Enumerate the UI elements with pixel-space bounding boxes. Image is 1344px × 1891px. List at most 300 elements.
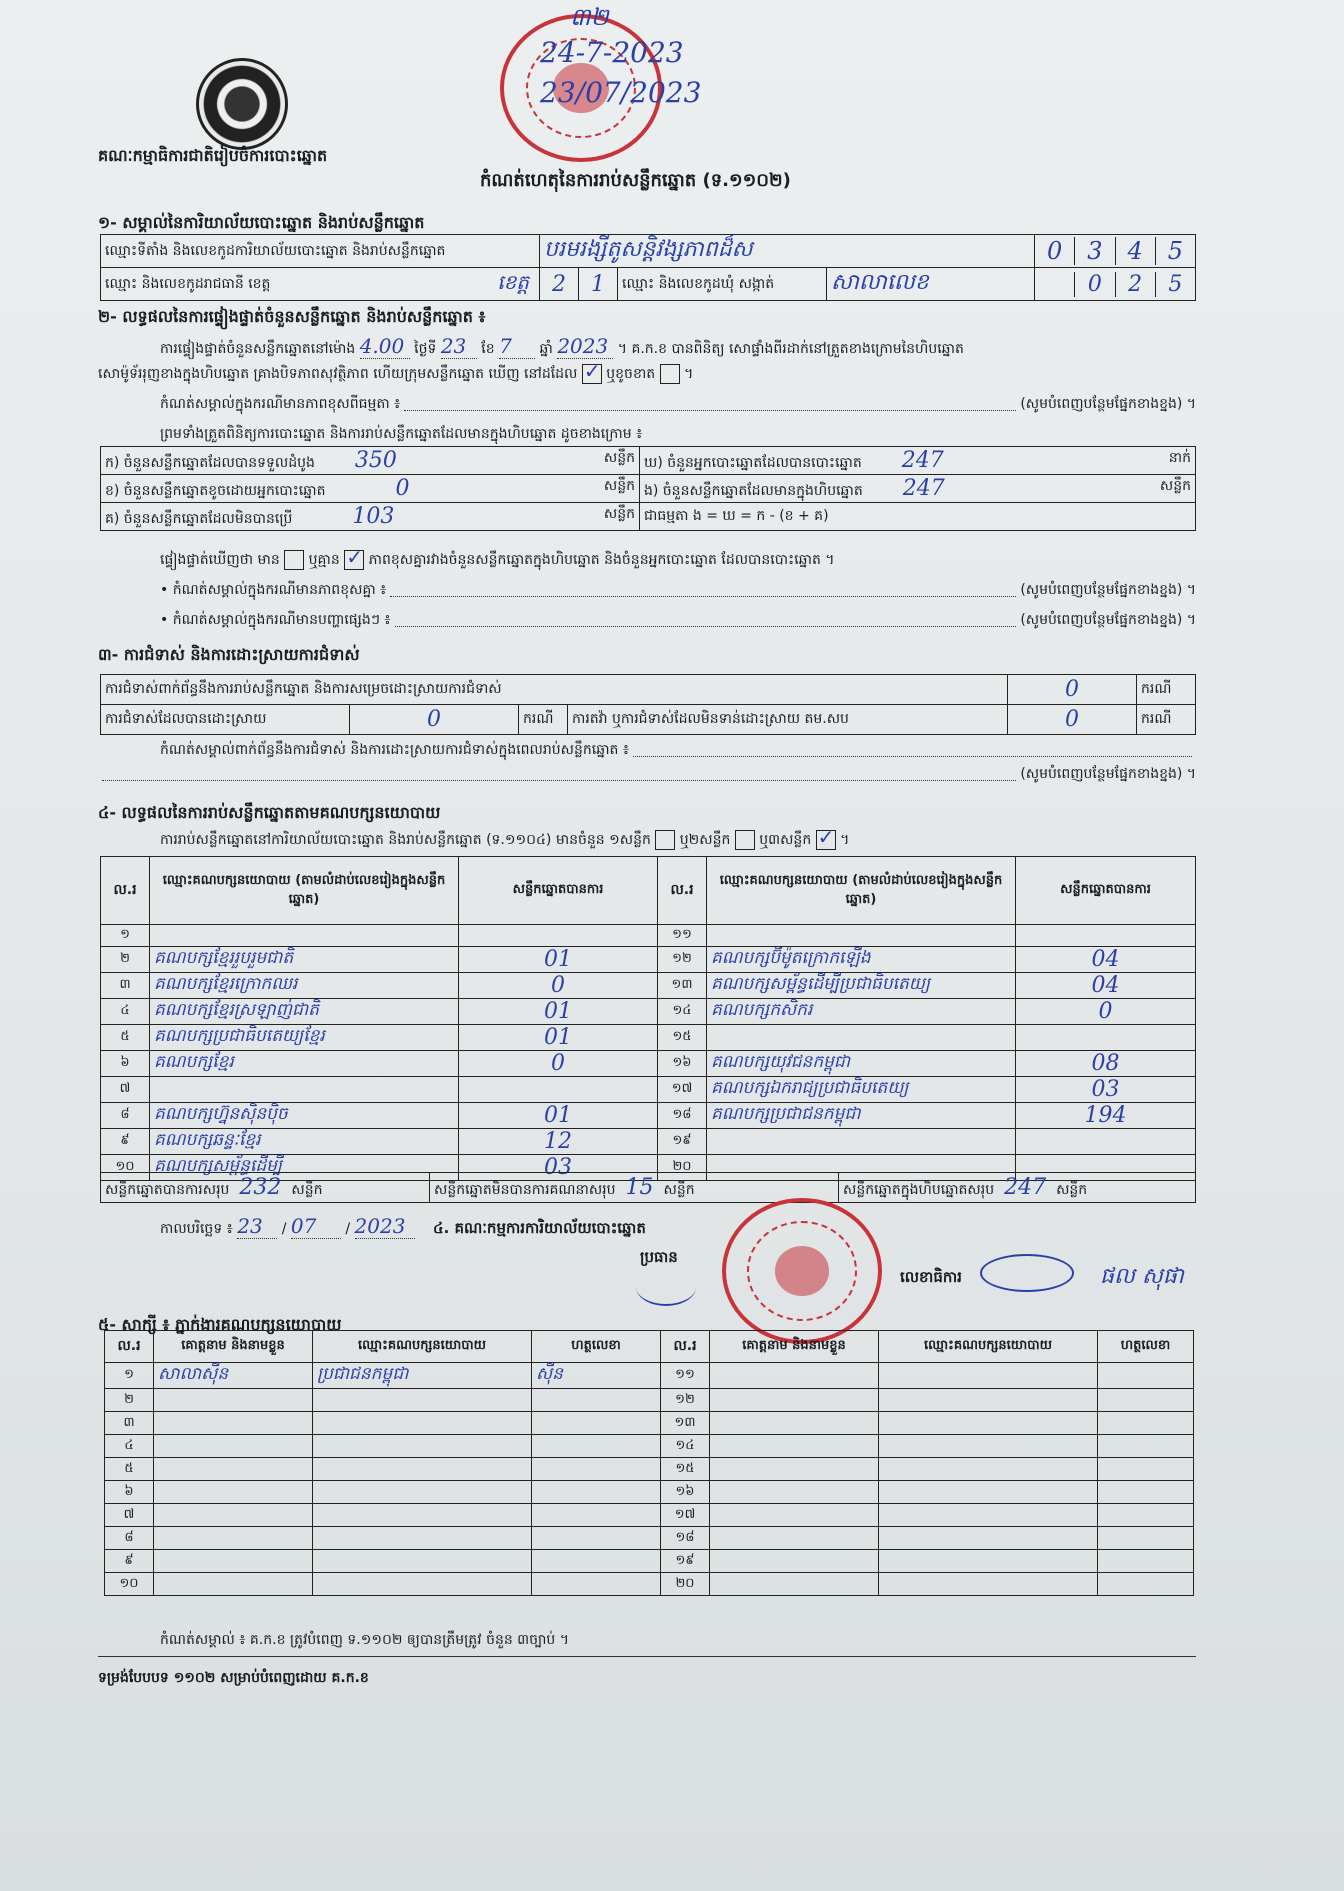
witness-party [879,1363,1098,1389]
party-votes: 01 [459,1025,658,1051]
note-a-label: • កំណត់សម្គាល់ក្នុងករណីមានភាពខុសគ្នា ៖ [160,582,387,598]
broken-checkbox[interactable] [660,364,680,384]
witness-name: សាលា​ស៊ីន [154,1363,313,1389]
table-row [101,1051,1196,1077]
secretary-name: ផល សុផា [1100,1264,1184,1289]
witness-name [710,1435,879,1458]
party-name: គណបក្សប៊ីម៉ូតក្រោកឡើង [707,947,1016,973]
row-no: ៣ [105,1412,154,1435]
diff-prefix: ផ្ទៀងផ្ទាត់ឃើញថា មាន [160,552,280,568]
valid-unit: សន្លឹក [291,1181,323,1198]
party-votes: 0 [1016,999,1196,1025]
commune-code-digit: 2 [1116,272,1156,297]
witness-signature [1098,1363,1194,1389]
row-no: ៤ [105,1435,154,1458]
box-total-label: សន្លឹកឆ្នោតក្នុងហិបឆ្នោតសរុប [843,1181,995,1198]
box-unit: សន្លឹក [1056,1181,1088,1198]
resolved-label: ការជំទាស់ដែលបានដោះស្រាយ [101,705,350,735]
col-name: គោត្តនាម និងនាមខ្លួន [710,1331,879,1363]
note-intact-line[interactable] [404,394,1016,411]
witness-party [313,1458,532,1481]
sheet2-checkbox[interactable] [735,830,755,850]
invalid-total: 15 [625,1174,654,1200]
year-label: ឆ្នាំ [539,341,553,357]
table-row [101,947,1196,973]
party-name: គណបក្សកសិករ [707,999,1016,1025]
section3-note-line[interactable] [633,740,1192,757]
day-label: ថ្ងៃទី [414,341,437,357]
table-row [105,1363,1194,1389]
party-name: គណបក្សខ្មែររួបរួមជាតិ [150,947,459,973]
valid-total-label: សន្លឹកឆ្នោតបានការសរុប [105,1181,230,1198]
section3-table [100,674,1196,735]
diff-no-checkbox[interactable] [344,550,364,570]
c-unit: សន្លឹក [603,505,635,522]
station-code [1035,235,1196,268]
witness-signature [1098,1458,1194,1481]
witness-name [710,1389,879,1412]
party-votes [459,925,658,947]
row-no: ៨ [101,1103,150,1129]
col-votes: សន្លឹកឆ្នោតបានការ [1016,857,1196,925]
witness-signature [1098,1573,1194,1596]
party-votes: 01 [459,1103,658,1129]
row-no: ១៦ [661,1481,710,1504]
date-row: កាលបរិច្ឆេទ ៖ 23 / 07 / 2023 ៤. គណៈកម្មការការិយាល័យបោះឆ្នោត [160,1214,646,1238]
table-row [101,1129,1196,1155]
row-no: ១៥ [658,1025,707,1051]
row-no: ១១ [658,925,707,947]
d-label: ឃ) ចំនួនអ្នកបោះឆ្នោតដែលបានបោះឆ្នោត [644,454,862,471]
commune-code-digit: 0 [1075,272,1115,297]
row-no: ១២ [661,1389,710,1412]
station-code-digit: 5 [1167,237,1184,265]
note-a-row [160,580,1196,601]
witness-name [154,1435,313,1458]
party-name: គណបក្សប្រជាធិបតេយ្យខ្មែរ [150,1025,459,1051]
a-value: 350 [354,447,397,473]
station-name: បរមរង្សីតូសន្តិវង្សភាពដ៏ស [540,235,1035,268]
committee-name: គណៈកម្មាធិការជាតិរៀបចំការបោះឆ្នោត [98,146,328,165]
witness-signature [1098,1389,1194,1412]
line2-text: សោម៉ូទ័ររុញខាងក្នុងហិបឆ្នោត គ្រាងបិទភាពសុវត្ថិភាព ហើយក្រុមសន្លឹកឆ្នោត ឃើញ [98,366,520,382]
witness-signature [532,1435,661,1458]
col-no: ល.រ [658,857,707,925]
row-no: ១៤ [658,999,707,1025]
row-no: ៦ [101,1051,150,1077]
witness-name [710,1550,879,1573]
date-year: 2023 [355,1214,415,1239]
row-no: ២ [105,1389,154,1412]
footer-note: កំណត់សម្គាល់ ៖ គ.ក.ខ ត្រូវបំពេញ ទ.១១០២ ឲ្យបានត្រឹមត្រូវ ចំនួន ៣ច្បាប់ ។ [160,1632,570,1648]
witness-signature [532,1573,661,1596]
witness-signature [532,1550,661,1573]
col-no: ល.រ [105,1331,154,1363]
table-row [105,1573,1194,1596]
unresolved-value: 0 [1008,705,1137,735]
box-total: 247 [1004,1174,1047,1200]
official-stamp [722,1198,882,1344]
invalid-unit: សន្លឹក [663,1181,695,1198]
stamp-date-2: 23/07/2023 [540,76,702,109]
fill-hint: (សូមបំពេញបន្ថែមផ្នែកខាងខ្នង) ។ [1020,766,1196,782]
c-value: 103 [352,503,395,529]
party-name: គណបក្សឯករាជ្យប្រជាធិបតេយ្យ [707,1077,1016,1103]
witness-table [104,1330,1194,1596]
witness-party [879,1527,1098,1550]
party-votes [459,1077,658,1103]
row-no: ២០ [658,1155,707,1181]
president-label: ប្រធាន [640,1248,678,1266]
sheet1-checkbox[interactable] [655,830,675,850]
witness-signature [1098,1550,1194,1573]
col-votes: សន្លឹកឆ្នោតបានការ [459,857,658,925]
row-no: ១៩ [661,1550,710,1573]
date-label: កាលបរិច្ឆេទ ៖ [160,1221,233,1237]
section4-intro-text: ការរាប់សន្លឹកឆ្នោតនៅការិយាល័យបោះឆ្នោត និងរាប់សន្លឹកឆ្នោត (ទ.១១០៤) មានចំនួន ១សន្លឹក [160,832,651,848]
commune-name: សាលាលេខ [827,268,1035,301]
table-row [101,1103,1196,1129]
station-code-digit: 3 [1075,237,1115,265]
a-label: ក) ចំនួនសន្លឹកឆ្នោតដែលបានទទួលដំបូង [105,454,315,471]
col-party: ឈ្មោះគណបក្សនយោបាយ (តាមលំដាប់លេខរៀងក្នុងសន្លឹកឆ្នោត) [150,857,459,925]
witness-signature [532,1527,661,1550]
witness-signature [532,1481,661,1504]
note-a-line[interactable] [390,580,1016,597]
row-no: ១ [101,925,150,947]
count-time: 4.00 [360,334,410,359]
secretary-label: លេខាធិការ [900,1268,962,1286]
row-no: ១ [105,1363,154,1389]
witness-name [710,1363,879,1389]
witness-party [879,1435,1098,1458]
date-day: 23 [237,1214,277,1239]
d-value: 247 [901,447,944,473]
party-votes: 12 [459,1129,658,1155]
diff-yes-checkbox[interactable] [284,550,304,570]
witness-signature [532,1458,661,1481]
row-no: ១៧ [658,1077,707,1103]
party-votes: 04 [1016,973,1196,999]
row-no: ១៧ [661,1504,710,1527]
intact-checkbox[interactable] [582,364,602,384]
section4-intro: ការរាប់សន្លឹកឆ្នោតនៅការិយាល័យបោះឆ្នោត និងរាប់សន្លឹកឆ្នោត (ទ.១១០៤) មានចំនួន ១សន្លឹក ឬ២សន្លឹក ឬ៣សន្លឹក ✓ ។ [160,830,849,851]
section3-note-line2[interactable] [102,764,1016,781]
witness-name [710,1412,879,1435]
party-votes: 01 [459,947,658,973]
unresolved-label: ការតវ៉ា ឬការជំទាស់ដែលមិនទាន់ដោះស្រាយ តម.សប [568,705,1008,735]
stamp-number: ៣២ [570,3,609,31]
count-month: 7 [499,334,535,359]
witness-party [879,1573,1098,1596]
col-party: ឈ្មោះគណបក្សនយោបាយ (តាមលំដាប់លេខរៀងក្នុងសន្លឹកឆ្នោត) [707,857,1016,925]
row-no: ៧ [105,1504,154,1527]
section2-table-intro: ព្រមទាំងត្រួតពិនិត្យការបោះឆ្នោត និងការរាប់សន្លឹកឆ្នោតដែលមានក្នុងហិបឆ្នោត ដូចខាងក្រោម ៖ [160,426,643,442]
objection-label: ការជំទាស់ពាក់ព័ន្ធនឹងការរាប់សន្លឹកឆ្នោត និងការសម្រេចដោះស្រាយការជំទាស់ [101,675,1008,705]
witness-signature [1098,1435,1194,1458]
note-b-label: • កំណត់សម្គាល់ក្នុងករណីមានបញ្ហាផ្សេងៗ ៖ [160,612,391,628]
province-name: ខេត្ត [497,270,529,294]
col-name: គោត្តនាម និងនាមខ្លួន [154,1331,313,1363]
cases-unit: ករណី [519,705,568,735]
form-code: ទម្រង់បែបបទ ១១០២ សម្រាប់បំពេញដោយ គ.ក.ខ [98,1670,369,1686]
witness-name [154,1550,313,1573]
row-no: ៥ [101,1025,150,1051]
witness-party [313,1550,532,1573]
b-value: 0 [395,475,410,501]
e-label: ង) ចំនួនសន្លឹកឆ្នោតដែលមានក្នុងហិបឆ្នោត [644,482,863,499]
section3-note-row2 [98,764,1196,785]
witness-name [154,1412,313,1435]
table-row [105,1435,1194,1458]
objection-value: 0 [1008,675,1137,705]
witness-signature [1098,1504,1194,1527]
col-party: ឈ្មោះគណបក្សនយោបាយ [879,1331,1098,1363]
president-signature [636,1268,696,1306]
row-no: ១៣ [661,1412,710,1435]
row-no: ១១ [661,1363,710,1389]
date-month: 07 [291,1214,341,1239]
witness-party [313,1481,532,1504]
party-name: គណបក្សសម្ព័ន្ធដើម្បីប្រជាធិបតេយ្យ [707,973,1016,999]
cases-unit: ករណី [1137,705,1196,735]
row-no: ១៨ [661,1527,710,1550]
note-b-line[interactable] [395,610,1017,627]
row-no: ១៥ [661,1458,710,1481]
stamp-date-1: 24-7-2023 [540,36,684,69]
results-table [100,856,1196,1181]
witness-signature [532,1389,661,1412]
section3-note-label: កំណត់សម្គាល់ពាក់ព័ន្ធនឹងការជំទាស់ និងការដោះស្រាយការជំទាស់ក្នុងពេលរាប់សន្លឹកឆ្នោត ៖ [160,742,630,758]
invalid-total-label: សន្លឹកឆ្នោតមិនបានការគណនាសរុប [434,1181,616,1198]
station-code-digit: 4 [1116,237,1156,265]
witness-name [154,1527,313,1550]
witness-party [879,1389,1098,1412]
province-code-digit: 2 [540,268,579,301]
fill-hint: (សូមបំពេញបន្ថែមផ្នែកខាងខ្នង) ។ [1020,582,1196,598]
secretary-signature [980,1254,1074,1292]
col-no: ល.រ [661,1331,710,1363]
table-row [101,925,1196,947]
witness-party [313,1504,532,1527]
station-code-digit: 0 [1035,237,1075,265]
witness-party [879,1550,1098,1573]
section1-title: ១- សម្គាល់នៃការិយាល័យបោះឆ្នោត និងរាប់សន្លឹកឆ្នោត [98,213,425,232]
line1-suffix: ។ គ.ក.ខ បានពិនិត្យ សោផ្ទាំងពីរ​ដាក់នៅត្រួតខាងក្រោមនៃហិបឆ្នោត [617,341,964,357]
section2-title: ២- លទ្ធផលនៃការផ្ទៀងផ្ទាត់ចំនួនសន្លឹកឆ្នោត និងរាប់សន្លឹកឆ្នោត ៖ [98,307,486,326]
witness-signature [532,1504,661,1527]
table-row [105,1550,1194,1573]
party-votes: 03 [1016,1077,1196,1103]
witness-name [710,1458,879,1481]
witness-name [710,1481,879,1504]
party-name [150,925,459,947]
count-day: 23 [441,334,477,359]
row-no: ២ [101,947,150,973]
province-code-digit: 1 [579,268,618,301]
row-no: ២០ [661,1573,710,1596]
party-votes: 03 [459,1155,658,1181]
table-row [101,999,1196,1025]
row-no: ៤ [101,999,150,1025]
witness-signature [1098,1481,1194,1504]
witness-party [879,1481,1098,1504]
witness-party [313,1435,532,1458]
table-row [105,1389,1194,1412]
section2-note-intact [160,394,1196,415]
valid-total: 232 [239,1174,282,1200]
commune-code-digit: 5 [1168,271,1183,297]
section1-table [100,234,1196,301]
witness-signature [1098,1527,1194,1550]
witness-party [879,1504,1098,1527]
a-unit: សន្លឹក [603,449,635,466]
row-no: ៧ [101,1077,150,1103]
party-name [707,925,1016,947]
formula: ជាធម្មតា ង = ឃ = ក - (ខ + គ) [640,503,1196,531]
sheet3-label: ឬ៣សន្លឹក [759,832,812,848]
row-no: ៣ [101,973,150,999]
witness-name [154,1458,313,1481]
col-no: ល.រ [101,857,150,925]
party-votes: 08 [1016,1051,1196,1077]
witness-signature: ស៊ីន [532,1363,661,1389]
row-no: ៥ [105,1458,154,1481]
row-no: ១៨ [658,1103,707,1129]
table-row [101,973,1196,999]
party-votes: 04 [1016,947,1196,973]
party-name: គណបក្សសម្ព័ន្ធដើម្បី [150,1155,459,1181]
emblem-logo [196,58,288,150]
witness-name [710,1504,879,1527]
witness-name [154,1389,313,1412]
table-row [105,1458,1194,1481]
witness-name [154,1573,313,1596]
commune-label: ឈ្មោះ និងលេខកូដឃុំ សង្កាត់ [618,268,827,301]
row-no: ១៣ [658,973,707,999]
section5-title: ៥- សាក្សី ៖ ភ្នាក់ងារគណបក្សនយោបាយ [98,1315,342,1334]
party-name: គណបក្សយុវជនកម្ពុជា [707,1051,1016,1077]
section3-note [160,740,1196,761]
party-name: គណបក្សខ្មែរក្រោកឈរ [150,973,459,999]
witness-party [313,1527,532,1550]
party-name: គណបក្សឆន្ទៈខ្មែរ [150,1129,459,1155]
table-row [105,1527,1194,1550]
witness-party [879,1458,1098,1481]
section4-title: ៤- លទ្ធផលនៃការរាប់សន្លឹកឆ្នោតតាមគណបក្សនយោបាយ [98,803,441,822]
party-votes [1016,925,1196,947]
witness-party [313,1573,532,1596]
party-name: គណបក្សខ្មែរស្រឡាញ់ជាតិ [150,999,459,1025]
c-label: គ) ចំនួនសន្លឹកឆ្នោតដែលមិនបានប្រើ [105,510,293,527]
form-title: កំណត់ហេតុនៃការរាប់សន្លឹកឆ្នោត (ទ.១១០២) [480,170,791,191]
table-row [101,1077,1196,1103]
month-label: ខែ [481,341,495,357]
diff-no-label: ឬគ្មាន [308,552,340,568]
row-no: ១០ [105,1573,154,1596]
row-no: ៨ [105,1527,154,1550]
witness-party [313,1412,532,1435]
commune-code [1035,268,1196,301]
section2-line2: សោម៉ូទ័ររុញខាងក្នុងហិបឆ្នោត គ្រាងបិទភាពសុវត្ថិភាព ហើយក្រុមសន្លឹកឆ្នោត ឃើញ នៅដដែល ✓ ឬខូចខាត ។ [98,364,693,385]
count-year: 2023 [557,334,613,359]
witness-party [313,1389,532,1412]
b-unit: សន្លឹក [603,477,635,494]
party-name [150,1077,459,1103]
row-no: ១៤ [661,1435,710,1458]
col-sign: ហត្ថលេខា [532,1331,661,1363]
note-intact-label: កំណត់សម្គាល់ក្នុងករណីមានភាពខុសពីធម្មតា ៖ [160,396,401,412]
party-votes: 194 [1016,1103,1196,1129]
footer-divider [98,1656,1196,1657]
sheet3-checkbox[interactable] [816,830,836,850]
e-value: 247 [902,475,945,501]
broken-label: ឬខូចខាត [606,366,656,382]
party-name: គណបក្សខ្មែរ [150,1051,459,1077]
party-votes [1016,1025,1196,1051]
col-sign: ហត្ថលេខា [1098,1331,1194,1363]
station-label: ឈ្មោះទីតាំង និងលេខកូដការិយាល័យបោះឆ្នោត និងរាប់សន្លឹកឆ្នោត [101,235,540,268]
row-no: ១០ [101,1155,150,1181]
party-votes [1016,1129,1196,1155]
sheet2-label: ឬ២សន្លឹក [679,832,731,848]
row-no: ៩ [105,1550,154,1573]
totals-row [100,1172,1196,1203]
party-votes: 01 [459,999,658,1025]
witness-name [710,1573,879,1596]
resolved-value: 0 [350,705,519,735]
table-row [105,1481,1194,1504]
b-label: ខ) ចំនួនសន្លឹកឆ្នោតខូចដោយអ្នកបោះឆ្នោត [105,482,326,499]
witness-party: ប្រជាជនកម្ពុជា [313,1363,532,1389]
party-name [707,1025,1016,1051]
province-label: ឈ្មោះ និងលេខកូដរាជធានី ខេត្ត [105,275,271,292]
witness-name [154,1504,313,1527]
cases-unit: ករណី [1137,675,1196,705]
row-no: ១៦ [658,1051,707,1077]
col-party: ឈ្មោះគណបក្សនយោបាយ [313,1331,532,1363]
province-cell [101,268,540,301]
witness-name [710,1527,879,1550]
row-no: ៩ [101,1129,150,1155]
party-votes: 0 [459,1051,658,1077]
diff-line [160,550,835,571]
section3-title: ៣- ការជំទាស់ និងការដោះស្រាយការជំទាស់ [98,645,360,664]
witness-name [154,1481,313,1504]
table-row [105,1412,1194,1435]
table-row [105,1504,1194,1527]
row-no: ១២ [658,947,707,973]
section2-line1 [160,334,964,360]
d-unit: នាក់ [1168,449,1191,466]
diff-suffix: ភាពខុសគ្នារវាងចំនួនសន្លឹកឆ្នោតក្នុងហិបឆ្នោត និងចំនួនអ្នកបោះឆ្នោត ដែលបានបោះឆ្នោត ។ [368,552,835,568]
witness-signature [532,1412,661,1435]
table-row [101,1025,1196,1051]
party-name [707,1129,1016,1155]
fill-hint: (សូមបំពេញបន្ថែមផ្នែកខាងខ្នង) ។ [1020,612,1196,628]
party-votes: 0 [459,973,658,999]
party-name: គណបក្សហ្វ៊ុនស៊ិនប៉ិច [150,1103,459,1129]
e-unit: សន្លឹក [1159,477,1191,494]
fill-hint: (សូមបំពេញបន្ថែមផ្នែកខាងខ្នង) ។ [1020,396,1196,412]
line1-prefix: ការផ្ទៀងផ្ទាត់ចំនួនសន្លឹកឆ្នោតនៅម៉ោង [160,341,356,357]
intact-label: នៅដដែល [524,366,578,382]
row-no: ៦ [105,1481,154,1504]
signoff-label: ៤. គណៈកម្មការការិយាល័យបោះឆ្នោត [432,1219,646,1237]
party-name: គណបក្សប្រជាជនកម្ពុជា [707,1103,1016,1129]
witness-signature [1098,1412,1194,1435]
witness-party [879,1412,1098,1435]
